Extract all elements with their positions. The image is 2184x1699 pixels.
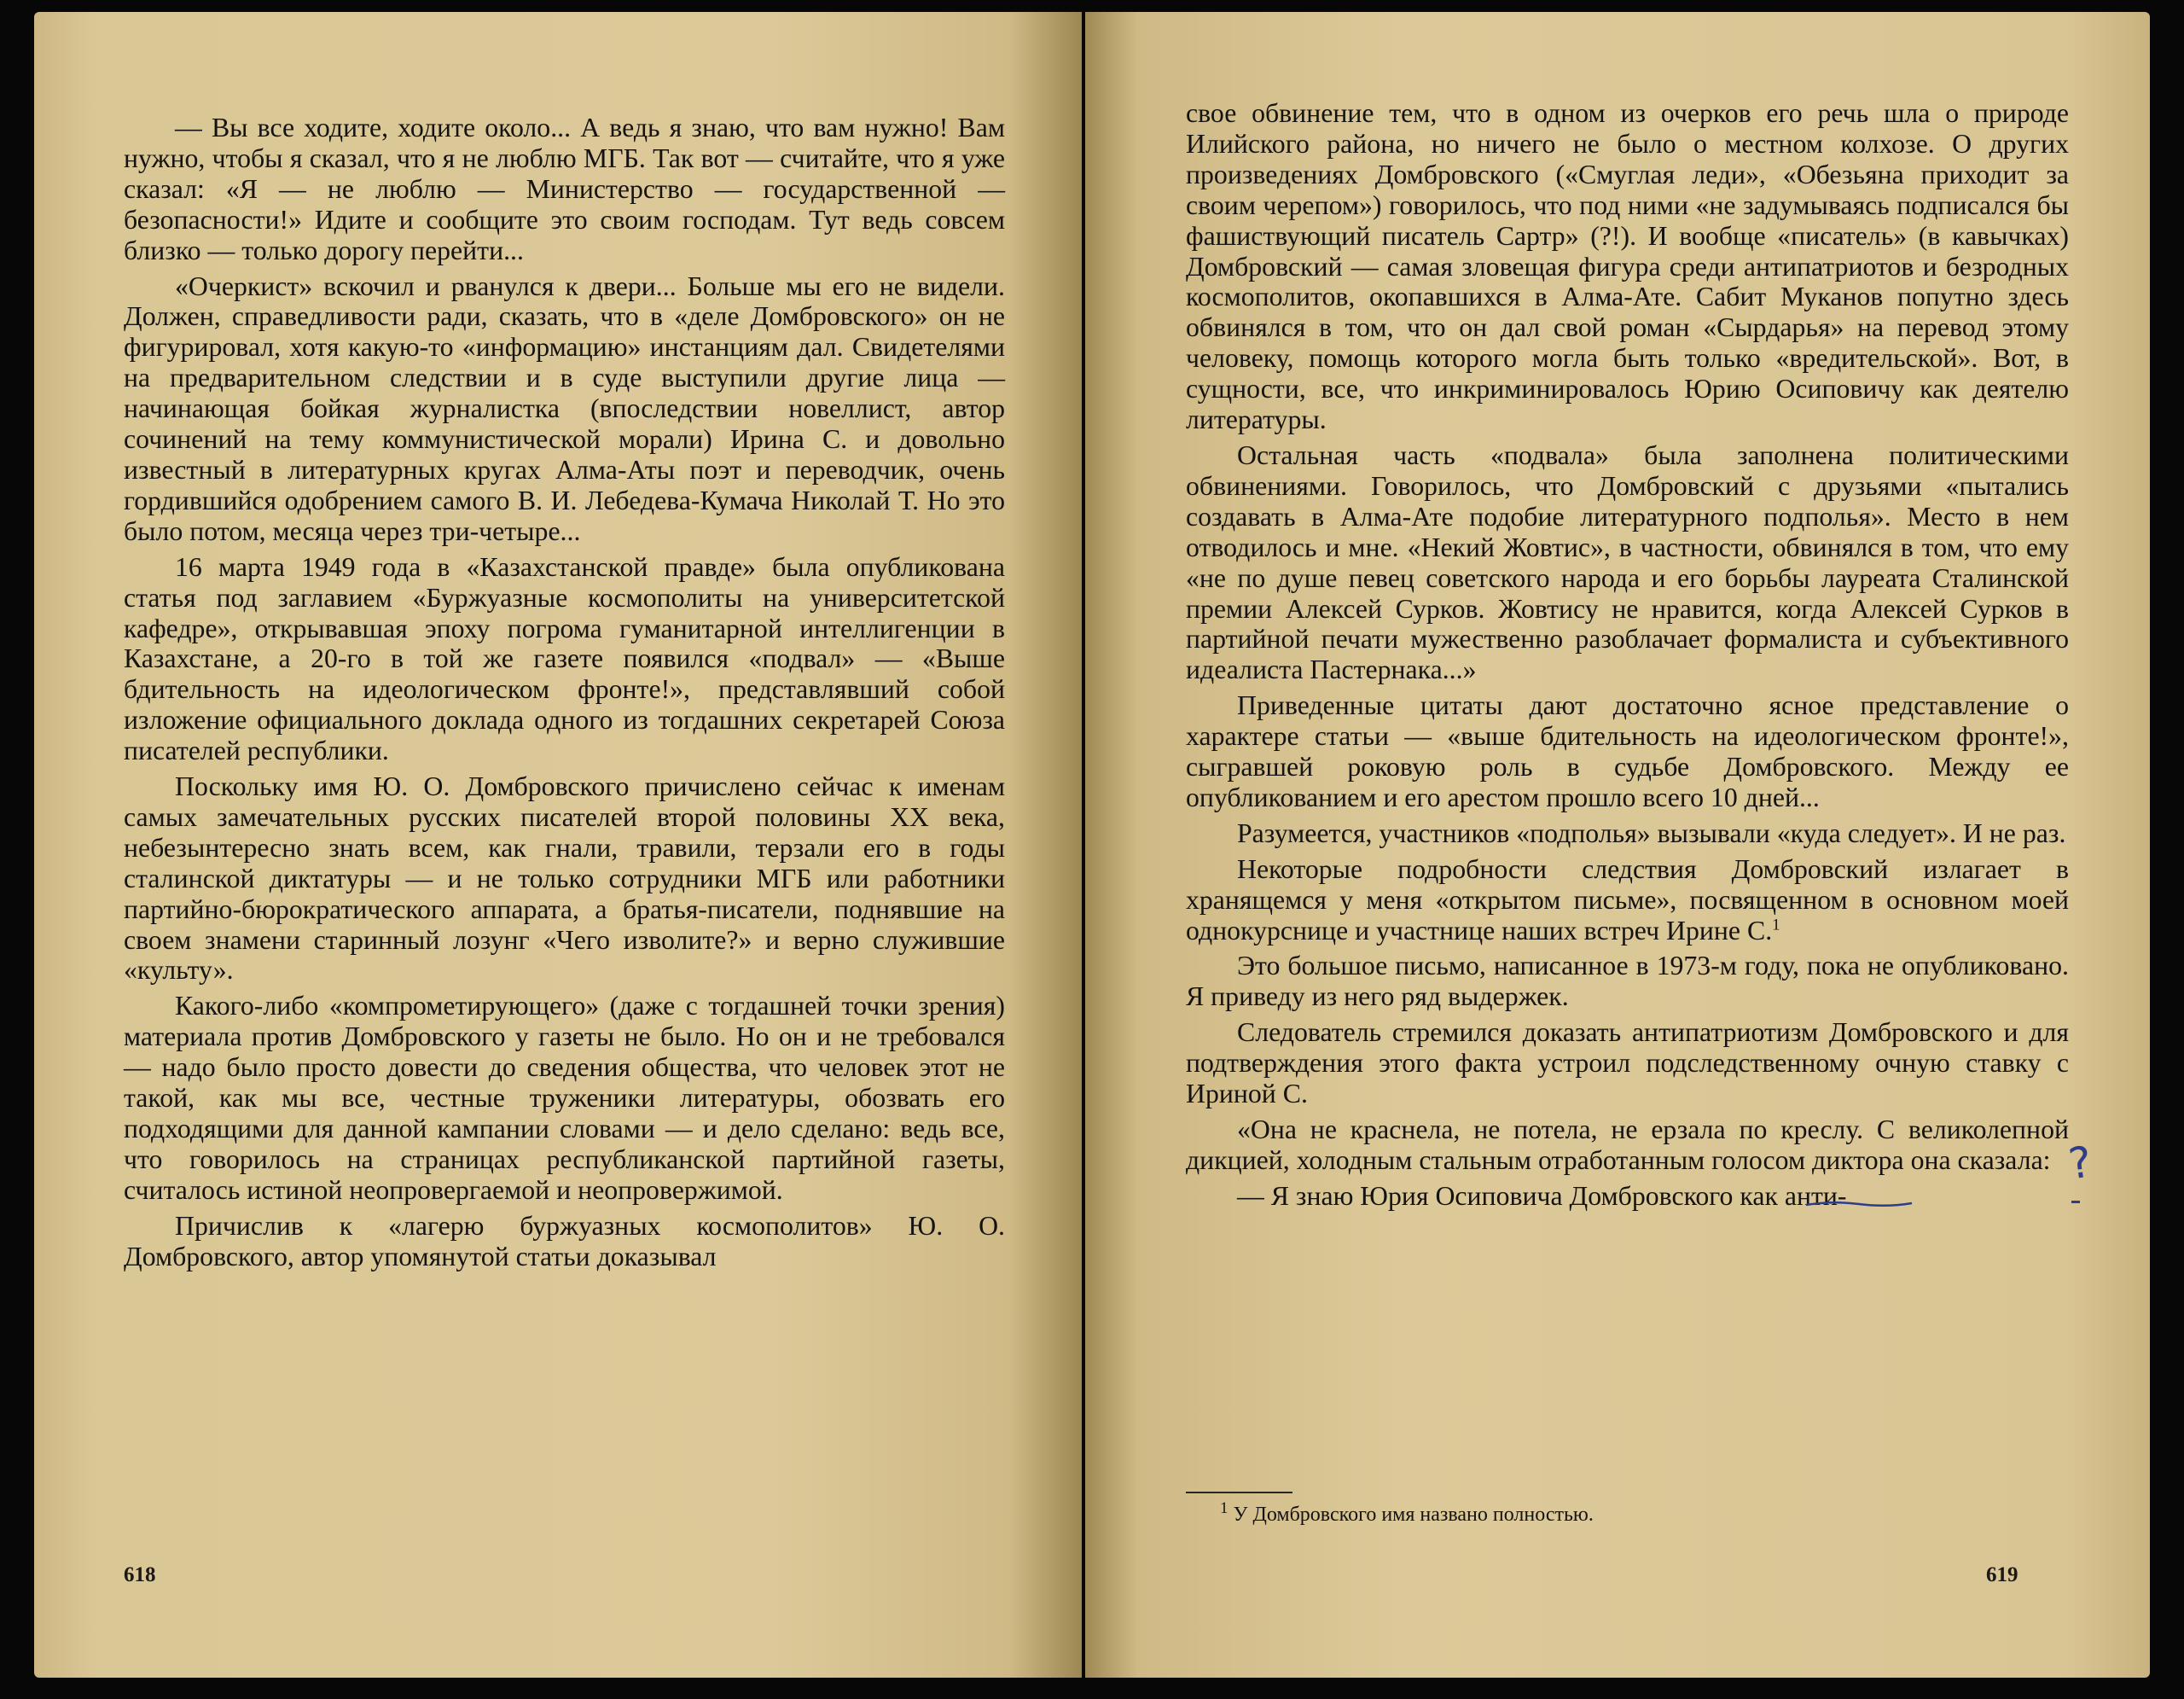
page-number-right: 619 (1986, 1563, 2018, 1586)
paragraph: 16 марта 1949 года в «Казахстанской правде» была опубликована статья под заглавием «Буржуазные космополиты на университетской кафедре», открывавшая эпоху погрома гуманитарной интеллигенции в Казахстане, а 20-го в той же газете появился «подвал» — «Выше бдительность на идеологическом фронте!», представлявший собой изложение официального доклада одного из тогдашних секретарей Союза писателей республики. (124, 551, 1005, 766)
letter-text-before: Это большое письмо, написанное в (1237, 951, 1657, 981)
right-page (1085, 12, 2150, 1678)
letter-text-after: году, пока не опубликовано. Я приведу из него ряд выдержек. (1186, 951, 2069, 1012)
handwritten-question-mark: ? (2065, 1137, 2095, 1190)
footnote-number: 1 (1220, 1499, 1228, 1517)
left-page-text (124, 113, 1005, 1277)
right-page-text (1186, 98, 2069, 1217)
paragraph: Причислив к «лагерю буржуазных космополитов» Ю. О. Домбровского, автор упомянутой статьи доказывал (124, 1210, 1005, 1271)
paragraph: Следователь стремился доказать антипатриотизм Домбровского и для подтверждения этого факта устроил подследственному очную ставку с Ириной С. (1186, 1017, 2069, 1109)
paragraph: Приведенные цитаты дают достаточно ясное представление о характере статьи — «выше бдительность на идеологическом фронте!», сыгравшей роковую роль в судьбе Домбровского. Между ее опубликованием и его арестом прошло всего 10 дней... (1186, 690, 2069, 812)
letter-year: 1973-м (1656, 951, 1737, 981)
paragraph-continuation: свое обвинение тем, что в одном из очерков его речь шла о природе Илийского района, но ничего не было о местном колхозе. О других произведениях Домбровского («Смуглая леди», «Обезьяна приходит за своим черепом») говорилось, что под ними «не задумываясь подписался бы фашиствующий писатель Сартр» (?!). И вообще «писатель» (в кавычках) Домбровский — самая зловещая фигура среди антипатриотов и безродных космополитов, окопавшихся в Алма-Ате. Сабит Муканов попутно здесь обвинялся в том, что он дал свой роман «Сырдарья» на перевод этому человеку, помощь которого могла быть только «вредительской». Вот, в сущности, все, что инкриминировалось Юрию Осиповичу как деятелю литературы. (1186, 98, 2069, 435)
paragraph: «Она не краснела, не потела, не ерзала по креслу. С великолепной дикцией, холодным стальным отработанным голосом диктора она сказала: (1186, 1114, 2069, 1175)
paragraph-letter (1186, 951, 2069, 1012)
paragraph: Остальная часть «подвала» была заполнена политическими обвинениями. Говорилось, что Домбровский с друзьями «пытались создавать в Алма-Ате подобие литературного подполья». Место в нем отводилось и мне. «Некий Жовтис», в частности, обвинялся в том, что ему «не по душе певец советского народа и его борьбы лауреата Сталинской премии Алексей Сурков. Жовтису не нравится, когда Алексей Сурков в партийной печати мужественно разоблачает формалиста и субъективного идеалиста Пастернака...» (1186, 439, 2069, 685)
paragraph: Какого-либо «компрометирующего» (даже с тогдашней точки зрения) материала против Домбровского у газеты не было. Но он и не требовался — надо было просто довести до сведения общества, что человек этот не такой, как мы все, честные труженики литературы, обозвать его подходящими для данной кампании словами — и дело сделано: ведь все, что говорилось на страницах республиканской партийной газеты, считалось истиной неопровергаемой и неопровержимой. (124, 991, 1005, 1205)
paragraph: «Очеркист» вскочил и рванулся к двери... Больше мы его не видели. Должен, справедливости ради, сказать, что в «деле Домбровского» он не фигурировал, хотя какую-то «информацию» инстанциям дал. Свидетелями на предварительном следствии и в суде выступили другие лица — начинающая бойкая журналистка (впоследствии новеллист, автор сочинений на тему коммунистической морали) Ирина С. и довольно известный в литературных кругах Алма-Аты поэт и переводчик, очень гордившийся одобрением самого В. И. Лебедева-Кумача Николай Т. Но это было потом, месяца через три-четыре... (124, 271, 1005, 546)
footnote-text: У Домбровского имя названо полностью. (1233, 1504, 1594, 1526)
footnote-divider (1186, 1492, 1292, 1493)
left-page (34, 12, 1082, 1678)
paragraph: Разумеется, участников «подполья» вызывали «куда следует». И не раз. (1237, 817, 2066, 848)
paragraph-with-footnote (1186, 854, 2069, 946)
footnote (1220, 1499, 2056, 1527)
handwritten-dash-mark (2071, 1201, 2080, 1203)
page-number-left: 618 (124, 1563, 156, 1586)
paragraph-text: Некоторые подробности следствия Домбровский излагает в хранящемся у меня «открытом письме», посвященном в основном моей однокурснице и участнице наших встреч Ирине С. (1186, 853, 2069, 946)
handwritten-underline-icon (1804, 1200, 1914, 1208)
footnote-marker: 1 (1772, 915, 1780, 934)
paragraph: — Вы все ходите, ходите около... А ведь я знаю, что вам нужно! Вам нужно, чтобы я сказал, что я не люблю МГБ. Так вот — считайте, что я уже сказал: «Я — не люблю — Министерство — государственной — безопасности!» Идите и сообщите это своим господам. Тут ведь совсем близко — только дорогу перейти... (124, 113, 1005, 265)
paragraph: Поскольку имя Ю. О. Домбровского причислено сейчас к именам самых замечательных русских писателей второй половины XX века, небезынтересно знать всем, как гнали, травили, терзали его в годы сталинской диктатуры — и не только сотрудники МГБ или работники партийно-бюрократического аппарата, а братья-писатели, поднявшие на своем знамени старинный лозунг «Чего изволите?» и верно служившие «культу». (124, 771, 1005, 986)
paragraph: — Я знаю Юрия Осиповича Домбровского как анти- (1237, 1180, 1847, 1211)
